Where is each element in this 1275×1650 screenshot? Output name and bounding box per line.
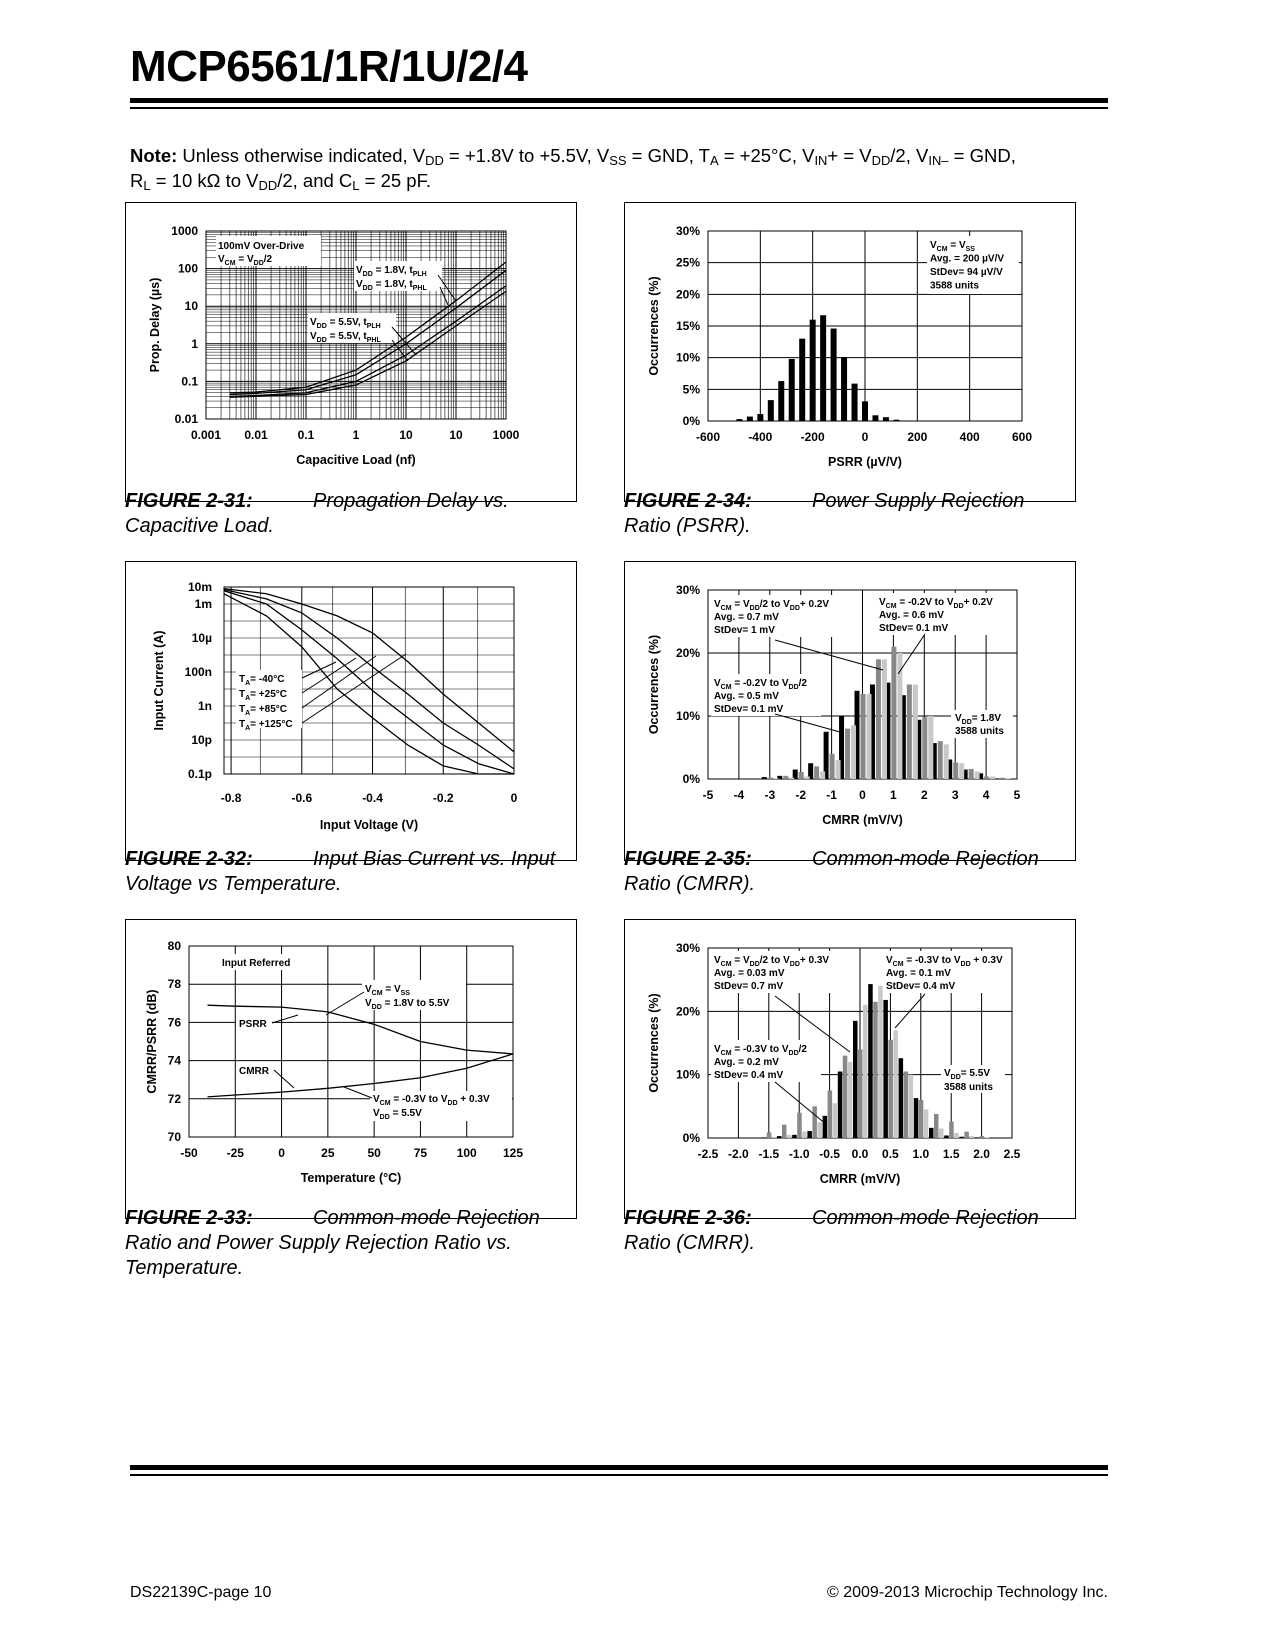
annotation: PSRR xyxy=(239,1019,267,1030)
annotation: $T_A= -40^\circ C$ xyxy=(239,674,285,687)
x-tick-label: 0 xyxy=(859,788,866,802)
bar xyxy=(969,1136,974,1138)
page-number: DS22139C-page 10 xyxy=(130,1584,272,1601)
annotation: $V_{DD} = 5.5V$ xyxy=(373,1108,422,1121)
y-tick-label: 100n xyxy=(184,665,212,679)
x-tick-label: 1000 xyxy=(492,428,520,442)
annotation: 3588 units xyxy=(955,726,1004,737)
bar xyxy=(817,1122,822,1138)
figure-number: FIGURE 2-36: xyxy=(624,1207,752,1229)
y-tick-label: 0% xyxy=(682,772,700,786)
annotation: $T_A= +85^\circ C$ xyxy=(239,704,287,717)
bar xyxy=(810,320,816,421)
y-tick-label: 15% xyxy=(675,319,700,333)
bar xyxy=(944,744,949,779)
bar xyxy=(789,359,795,421)
bar xyxy=(985,1137,990,1138)
x-tick-label: 1.0 xyxy=(912,1147,930,1161)
figure-number: FIGURE 2-31: xyxy=(125,490,253,512)
x-tick-label: 25 xyxy=(321,1146,335,1160)
y-tick-label: 30% xyxy=(675,583,700,597)
y-tick-label: 10m xyxy=(187,580,212,594)
y-tick-label: 0% xyxy=(682,1131,700,1145)
annotation: Avg. = 0.5 mV xyxy=(714,691,779,702)
bar xyxy=(799,339,805,421)
bar xyxy=(939,1129,944,1139)
bar xyxy=(843,1056,848,1138)
annotation: StDev= 0.1 mV xyxy=(714,704,784,715)
header-rule-thick xyxy=(130,98,1108,103)
y-tick-label: 1m xyxy=(194,597,212,611)
bar xyxy=(872,415,878,421)
x-tick-label: 0 xyxy=(861,430,869,444)
bar xyxy=(836,760,841,779)
bar xyxy=(883,1000,888,1138)
annotation: Avg. = 0.6 mV xyxy=(879,610,944,621)
x-tick-label: 50 xyxy=(367,1146,381,1160)
x-tick-label: 1.5 xyxy=(942,1147,960,1161)
x-axis-label: PSRR (µV/V) xyxy=(828,455,902,469)
y-tick-label: 72 xyxy=(167,1091,181,1106)
x-tick-label: -5 xyxy=(702,788,714,802)
bar xyxy=(954,1133,959,1138)
bar xyxy=(907,685,912,780)
y-tick-label: 0.01 xyxy=(174,412,198,426)
caption-text-cont: Capacitive Load. xyxy=(125,515,274,537)
x-tick-label: 0 xyxy=(510,791,518,805)
annotation: Avg. = 200 µV/V xyxy=(930,253,1005,265)
bar xyxy=(774,778,779,779)
bar xyxy=(768,400,774,421)
figure-2-31-chart xyxy=(125,202,577,502)
bar xyxy=(778,381,784,421)
bar xyxy=(959,1137,964,1138)
y-axis-label: CMRR/PSRR (dB) xyxy=(145,989,159,1094)
bar xyxy=(929,1128,934,1138)
caption-text: Common-mode Rejection xyxy=(812,848,1039,870)
bar xyxy=(919,1100,924,1138)
bar xyxy=(793,770,798,779)
y-tick-label: 10µ xyxy=(191,631,212,645)
y-tick-label: 0.1p xyxy=(187,767,212,781)
x-tick-label: -0.2 xyxy=(432,791,454,805)
bar xyxy=(914,1098,919,1138)
x-tick-label: -1.0 xyxy=(788,1147,810,1161)
y-axis-label: Input Current (A) xyxy=(152,630,166,731)
annotation-arrow xyxy=(326,992,364,1015)
figure-number: FIGURE 2-32: xyxy=(125,848,253,870)
bar xyxy=(787,1135,792,1138)
bar xyxy=(893,1030,898,1138)
y-tick-label: 20% xyxy=(675,646,700,660)
caption-text: Common-mode Rejection xyxy=(313,1207,540,1229)
bar xyxy=(949,1122,954,1138)
x-tick-label: 400 xyxy=(959,430,980,444)
bar xyxy=(944,1135,949,1138)
bar xyxy=(830,754,835,779)
annotation-arrow xyxy=(302,656,376,708)
propagation-delay-chart xyxy=(126,203,576,501)
y-tick-label: 10% xyxy=(675,1067,700,1082)
footer-rule-thin xyxy=(130,1474,1108,1476)
y-tick-label: 100 xyxy=(177,261,198,276)
annotation: StDev= 0.7 mV xyxy=(714,981,784,992)
bar xyxy=(838,1072,843,1139)
bar xyxy=(841,357,847,421)
x-axis-label: Input Voltage (V) xyxy=(319,818,419,832)
annotation: $V_{DD} = 5.5V$, $t_{PLH}$ xyxy=(310,317,381,330)
y-tick-label: 10% xyxy=(675,350,700,365)
caption-text-cont: Ratio (CMRR). xyxy=(624,873,756,895)
y-tick-label: 0% xyxy=(682,414,700,428)
bar xyxy=(867,694,872,779)
x-tick-label: 75 xyxy=(413,1146,428,1160)
bar xyxy=(851,725,856,779)
figure-2-34-chart xyxy=(624,202,1076,502)
annotation: $V_{DD} = 5.5V$, $t_{PHL}$ xyxy=(310,331,381,344)
bar xyxy=(762,777,767,779)
annotation: 3588 units xyxy=(944,1082,993,1093)
bar xyxy=(953,763,958,779)
bar xyxy=(858,1049,863,1138)
x-tick-label: 600 xyxy=(1011,430,1033,444)
x-tick-label: 1 xyxy=(890,788,897,802)
caption-text: Propagation Delay vs. xyxy=(313,490,509,512)
annotation: Avg. = 0.1 mV xyxy=(886,968,951,979)
bar xyxy=(938,741,943,779)
bar xyxy=(928,716,933,779)
note-block xyxy=(130,143,1120,193)
x-axis-label: CMRR (mV/V) xyxy=(822,813,903,827)
bar xyxy=(736,419,742,421)
page-title: MCP6561/1R/1U/2/4 xyxy=(130,42,528,91)
bar xyxy=(990,776,995,779)
annotation: 3588 units xyxy=(930,280,979,292)
annotation: Avg. = 0.2 mV xyxy=(714,1057,779,1068)
y-tick-label: 30% xyxy=(675,941,700,955)
annotation-arrow xyxy=(302,662,336,678)
x-tick-label: 2.0 xyxy=(973,1147,990,1161)
bar xyxy=(891,647,896,779)
annotation-arrow xyxy=(302,654,406,723)
bar xyxy=(1006,778,1011,779)
y-tick-label: 76 xyxy=(167,1015,181,1030)
caption-text-cont: Voltage vs Temperature. xyxy=(125,873,342,895)
y-tick-label: 5% xyxy=(682,382,700,397)
y-tick-label: 25% xyxy=(675,255,700,270)
note-line-2: $R_L = 10$ kΩ to $V_{DD}/2$, and $C_L = 25$ pF. xyxy=(130,170,431,193)
annotation: StDev= 94 µV/V xyxy=(930,267,1003,278)
x-tick-label: -4 xyxy=(733,788,745,802)
bar xyxy=(964,1132,969,1138)
figure-2-35-caption xyxy=(624,847,1074,897)
y-tick-label: 78 xyxy=(167,977,181,992)
annotation: $V_{CM} = -0.3V$ to $V_{DD}/2$ xyxy=(714,1044,807,1057)
caption-text-cont: Ratio (CMRR). xyxy=(624,1232,756,1254)
caption-text-cont: Ratio and Power Supply Rejection Ratio vs. Temperature. xyxy=(125,1232,512,1279)
figure-2-36-chart xyxy=(624,919,1076,1219)
caption-text: Input Bias Current vs. Input xyxy=(313,848,556,870)
note-line-1-text: Unless otherwise indicated, $V_{DD} = +1.8V$ to +5.5V, $V_{SS}$ = GND, $T_A = +25^\circ C$, $V_{IN}+ = V_{DD}/2$, $V_{IN-}$ = GND, xyxy=(182,145,1016,168)
copyright: © 2009-2013 Microchip Technology Inc. xyxy=(827,1584,1108,1601)
x-tick-label: -400 xyxy=(748,430,773,444)
x-tick-label: -1 xyxy=(826,788,837,802)
x-tick-label: -2 xyxy=(795,788,807,802)
y-axis-label: Occurrences (%) xyxy=(647,634,661,735)
bar xyxy=(1000,778,1005,779)
x-tick-label: 3 xyxy=(951,788,959,802)
bar xyxy=(812,1106,817,1138)
x-tick-label: -3 xyxy=(764,788,776,802)
x-tick-label: -0.6 xyxy=(291,791,313,805)
x-tick-label: 200 xyxy=(907,430,928,444)
bar xyxy=(868,984,873,1138)
annotation: $V_{CM} = -0.2V$ to $V_{DD}+ 0.2V$ xyxy=(879,597,993,610)
y-tick-label: 1000 xyxy=(171,224,198,238)
input-bias-current-chart xyxy=(126,562,576,860)
bar xyxy=(922,717,927,779)
x-tick-label: -1.5 xyxy=(758,1147,780,1161)
y-tick-label: 1 xyxy=(191,336,198,351)
bar xyxy=(799,772,804,779)
bar xyxy=(802,1132,807,1138)
bar xyxy=(807,1131,812,1138)
bar xyxy=(863,1005,868,1138)
bar xyxy=(913,685,918,780)
annotation: Avg. = 0.7 mV xyxy=(714,612,779,623)
bar xyxy=(959,763,964,779)
y-tick-label: 30% xyxy=(675,224,700,238)
annotation-arrow xyxy=(274,1070,294,1088)
x-axis-label: CMRR (mV/V) xyxy=(819,1172,901,1186)
cmrr-histogram-5-5v xyxy=(625,920,1075,1218)
y-axis-label: Occurrences (%) xyxy=(647,276,661,376)
figure-2-33-chart xyxy=(125,919,577,1219)
bar xyxy=(904,1072,909,1139)
y-axis-label: Prop. Delay (µs) xyxy=(148,277,162,373)
annotation: $T_A= +25^\circ C$ xyxy=(239,689,287,702)
bar xyxy=(783,776,788,779)
bar xyxy=(975,771,980,779)
annotation-arrow xyxy=(344,1087,372,1098)
bar xyxy=(828,1091,833,1139)
annotation: Avg. = 0.03 mV xyxy=(714,968,785,979)
bar xyxy=(789,778,794,779)
note-label: Note: xyxy=(130,145,178,166)
note-line-1 xyxy=(130,143,1120,168)
annotation: $V_{CM} = V_{DD}/2$ xyxy=(218,254,273,267)
caption-text: Power Supply Rejection xyxy=(812,490,1025,512)
y-tick-label: 1n xyxy=(197,699,212,713)
bar xyxy=(747,417,753,421)
x-tick-label: 2 xyxy=(920,788,928,802)
bar xyxy=(833,1103,838,1138)
x-tick-label: 100 xyxy=(456,1146,477,1160)
y-tick-label: 10 xyxy=(184,299,198,314)
bar xyxy=(820,315,826,421)
bar xyxy=(777,1136,782,1138)
annotation: StDev= 0.4 mV xyxy=(714,1070,784,1081)
bar xyxy=(848,1062,853,1138)
x-tick-label: 0.1 xyxy=(297,428,315,442)
y-tick-label: 80 xyxy=(167,939,181,953)
annotation: $V_{CM} = -0.2V$ to $V_{DD}/2$ xyxy=(714,678,807,691)
bar xyxy=(883,417,889,421)
annotation: $V_{DD} = 1.8V$ to 5.5V xyxy=(365,998,450,1011)
annotation-arrow xyxy=(775,640,883,670)
bar xyxy=(792,1135,797,1138)
figure-number: FIGURE 2-35: xyxy=(624,848,752,870)
y-axis-label: Occurrences (%) xyxy=(647,993,661,1093)
x-tick-label: -0.5 xyxy=(819,1147,840,1161)
y-tick-label: 70 xyxy=(167,1130,181,1144)
y-tick-label: 74 xyxy=(167,1053,181,1068)
bar xyxy=(878,986,883,1138)
figure-2-35-chart xyxy=(624,561,1076,861)
x-tick-label: -0.4 xyxy=(362,791,383,805)
bar xyxy=(893,420,899,421)
x-axis-label: Capacitive Load (nf) xyxy=(296,453,416,467)
bar xyxy=(768,778,773,779)
y-tick-label: 0.1 xyxy=(181,374,198,389)
footer-rule-thick xyxy=(130,1465,1108,1470)
y-tick-label: 20% xyxy=(675,1004,700,1019)
annotation-arrow xyxy=(775,714,840,732)
bar xyxy=(975,1137,980,1138)
annotation: $V_{DD} = 1.8V$, $t_{PHL}$ xyxy=(356,279,427,292)
bar xyxy=(934,1114,939,1138)
figure-2-32-caption xyxy=(125,847,575,897)
x-tick-label: 0.5 xyxy=(882,1147,899,1161)
annotation: StDev= 0.1 mV xyxy=(879,623,949,634)
annotation: StDev= 1 mV xyxy=(714,625,775,636)
bar xyxy=(853,1021,858,1138)
bar xyxy=(873,1002,878,1138)
annotation: CMRR xyxy=(239,1066,269,1077)
bar xyxy=(762,1137,767,1138)
x-tick-label: 1 xyxy=(352,428,360,442)
bar xyxy=(757,414,763,421)
x-tick-label: -200 xyxy=(800,430,825,444)
annotation: StDev= 0.4 mV xyxy=(886,981,956,992)
bar xyxy=(969,769,974,779)
x-tick-label: -2.0 xyxy=(728,1147,749,1161)
annotation: $V_{CM} = V_{DD}/2$ to $V_{DD}+ 0.3V$ xyxy=(714,955,830,968)
bar xyxy=(861,694,866,779)
annotation: $V_{DD}= 5.5V$ xyxy=(944,1068,990,1081)
x-tick-label: -0.8 xyxy=(220,791,242,805)
bar xyxy=(823,1116,828,1138)
annotation: $V_{CM} = -0.3V$ to $V_{DD} + 0.3V$ xyxy=(886,955,1003,968)
annotation: $V_{DD}= 1.8V$ xyxy=(955,713,1001,726)
bar xyxy=(820,771,825,779)
x-tick-label: -600 xyxy=(695,430,721,444)
figure-number: FIGURE 2-34: xyxy=(624,490,752,512)
y-tick-label: 10% xyxy=(675,709,700,723)
annotation: $T_A= +125^\circ C$ xyxy=(239,719,293,732)
bar xyxy=(852,384,858,421)
bar xyxy=(862,401,868,421)
bar xyxy=(845,729,850,779)
bar xyxy=(984,776,989,779)
bar xyxy=(899,1058,904,1138)
bar xyxy=(924,1110,929,1139)
y-tick-label: 20% xyxy=(675,287,700,302)
bar xyxy=(772,1137,777,1138)
figure-2-33-caption xyxy=(125,1206,555,1281)
x-tick-label: 10 xyxy=(399,428,413,442)
x-tick-label: -2.5 xyxy=(697,1147,719,1161)
figure-2-36-caption xyxy=(624,1206,1074,1256)
figure-2-34-caption xyxy=(624,489,1074,539)
annotation: $V_{CM} = V_{SS}$ xyxy=(930,240,975,253)
bar xyxy=(814,766,819,779)
bar xyxy=(909,1075,914,1138)
figure-number: FIGURE 2-33: xyxy=(125,1207,253,1229)
x-tick-label: 0 xyxy=(278,1146,285,1160)
figure-2-32-chart xyxy=(125,561,577,861)
annotation: Input Referred xyxy=(222,958,291,969)
bar xyxy=(980,1136,985,1138)
x-tick-label: -50 xyxy=(180,1146,198,1160)
figure-2-31-caption xyxy=(125,489,575,539)
bar xyxy=(882,659,887,779)
bar xyxy=(888,1040,893,1138)
x-tick-label: 10 xyxy=(449,428,463,442)
cmrr-psrr-temperature-chart xyxy=(126,920,576,1218)
x-tick-label: 125 xyxy=(502,1146,524,1160)
x-tick-label: 0.01 xyxy=(244,428,268,442)
annotation: $V_{CM} = V_{SS}$ xyxy=(365,984,410,997)
bar xyxy=(805,776,810,779)
caption-text: Common-mode Rejection xyxy=(812,1207,1039,1229)
bar xyxy=(831,329,837,421)
cmrr-histogram-1-8v xyxy=(625,562,1075,860)
header-rule-thin xyxy=(130,107,1108,109)
annotation: $V_{CM} = -0.3V$ to $V_{DD} + 0.3V$ xyxy=(373,1094,490,1107)
bar xyxy=(782,1125,787,1138)
annotation-arrow xyxy=(272,1015,298,1023)
x-tick-label: 4 xyxy=(982,788,990,802)
x-tick-label: -25 xyxy=(226,1146,244,1160)
x-tick-label: 0.001 xyxy=(190,428,222,442)
bar xyxy=(876,659,881,779)
annotation: $V_{DD} = 1.8V$, $t_{PLH}$ xyxy=(356,265,427,278)
bar xyxy=(797,1113,802,1138)
annotation: $V_{CM} = V_{DD}/2$ to $V_{DD}+ 0.2V$ xyxy=(714,599,830,612)
bar xyxy=(767,1132,772,1138)
x-tick-label: 0.0 xyxy=(851,1147,869,1161)
y-tick-label: 10p xyxy=(191,733,212,747)
x-tick-label: 5 xyxy=(1013,788,1021,802)
x-axis-label: Temperature (°C) xyxy=(300,1171,402,1185)
x-tick-label: 2.5 xyxy=(1003,1147,1021,1161)
psrr-histogram xyxy=(625,203,1075,501)
caption-text-cont: Ratio (PSRR). xyxy=(624,515,751,537)
annotation: 100mV Over-Drive xyxy=(218,241,305,252)
